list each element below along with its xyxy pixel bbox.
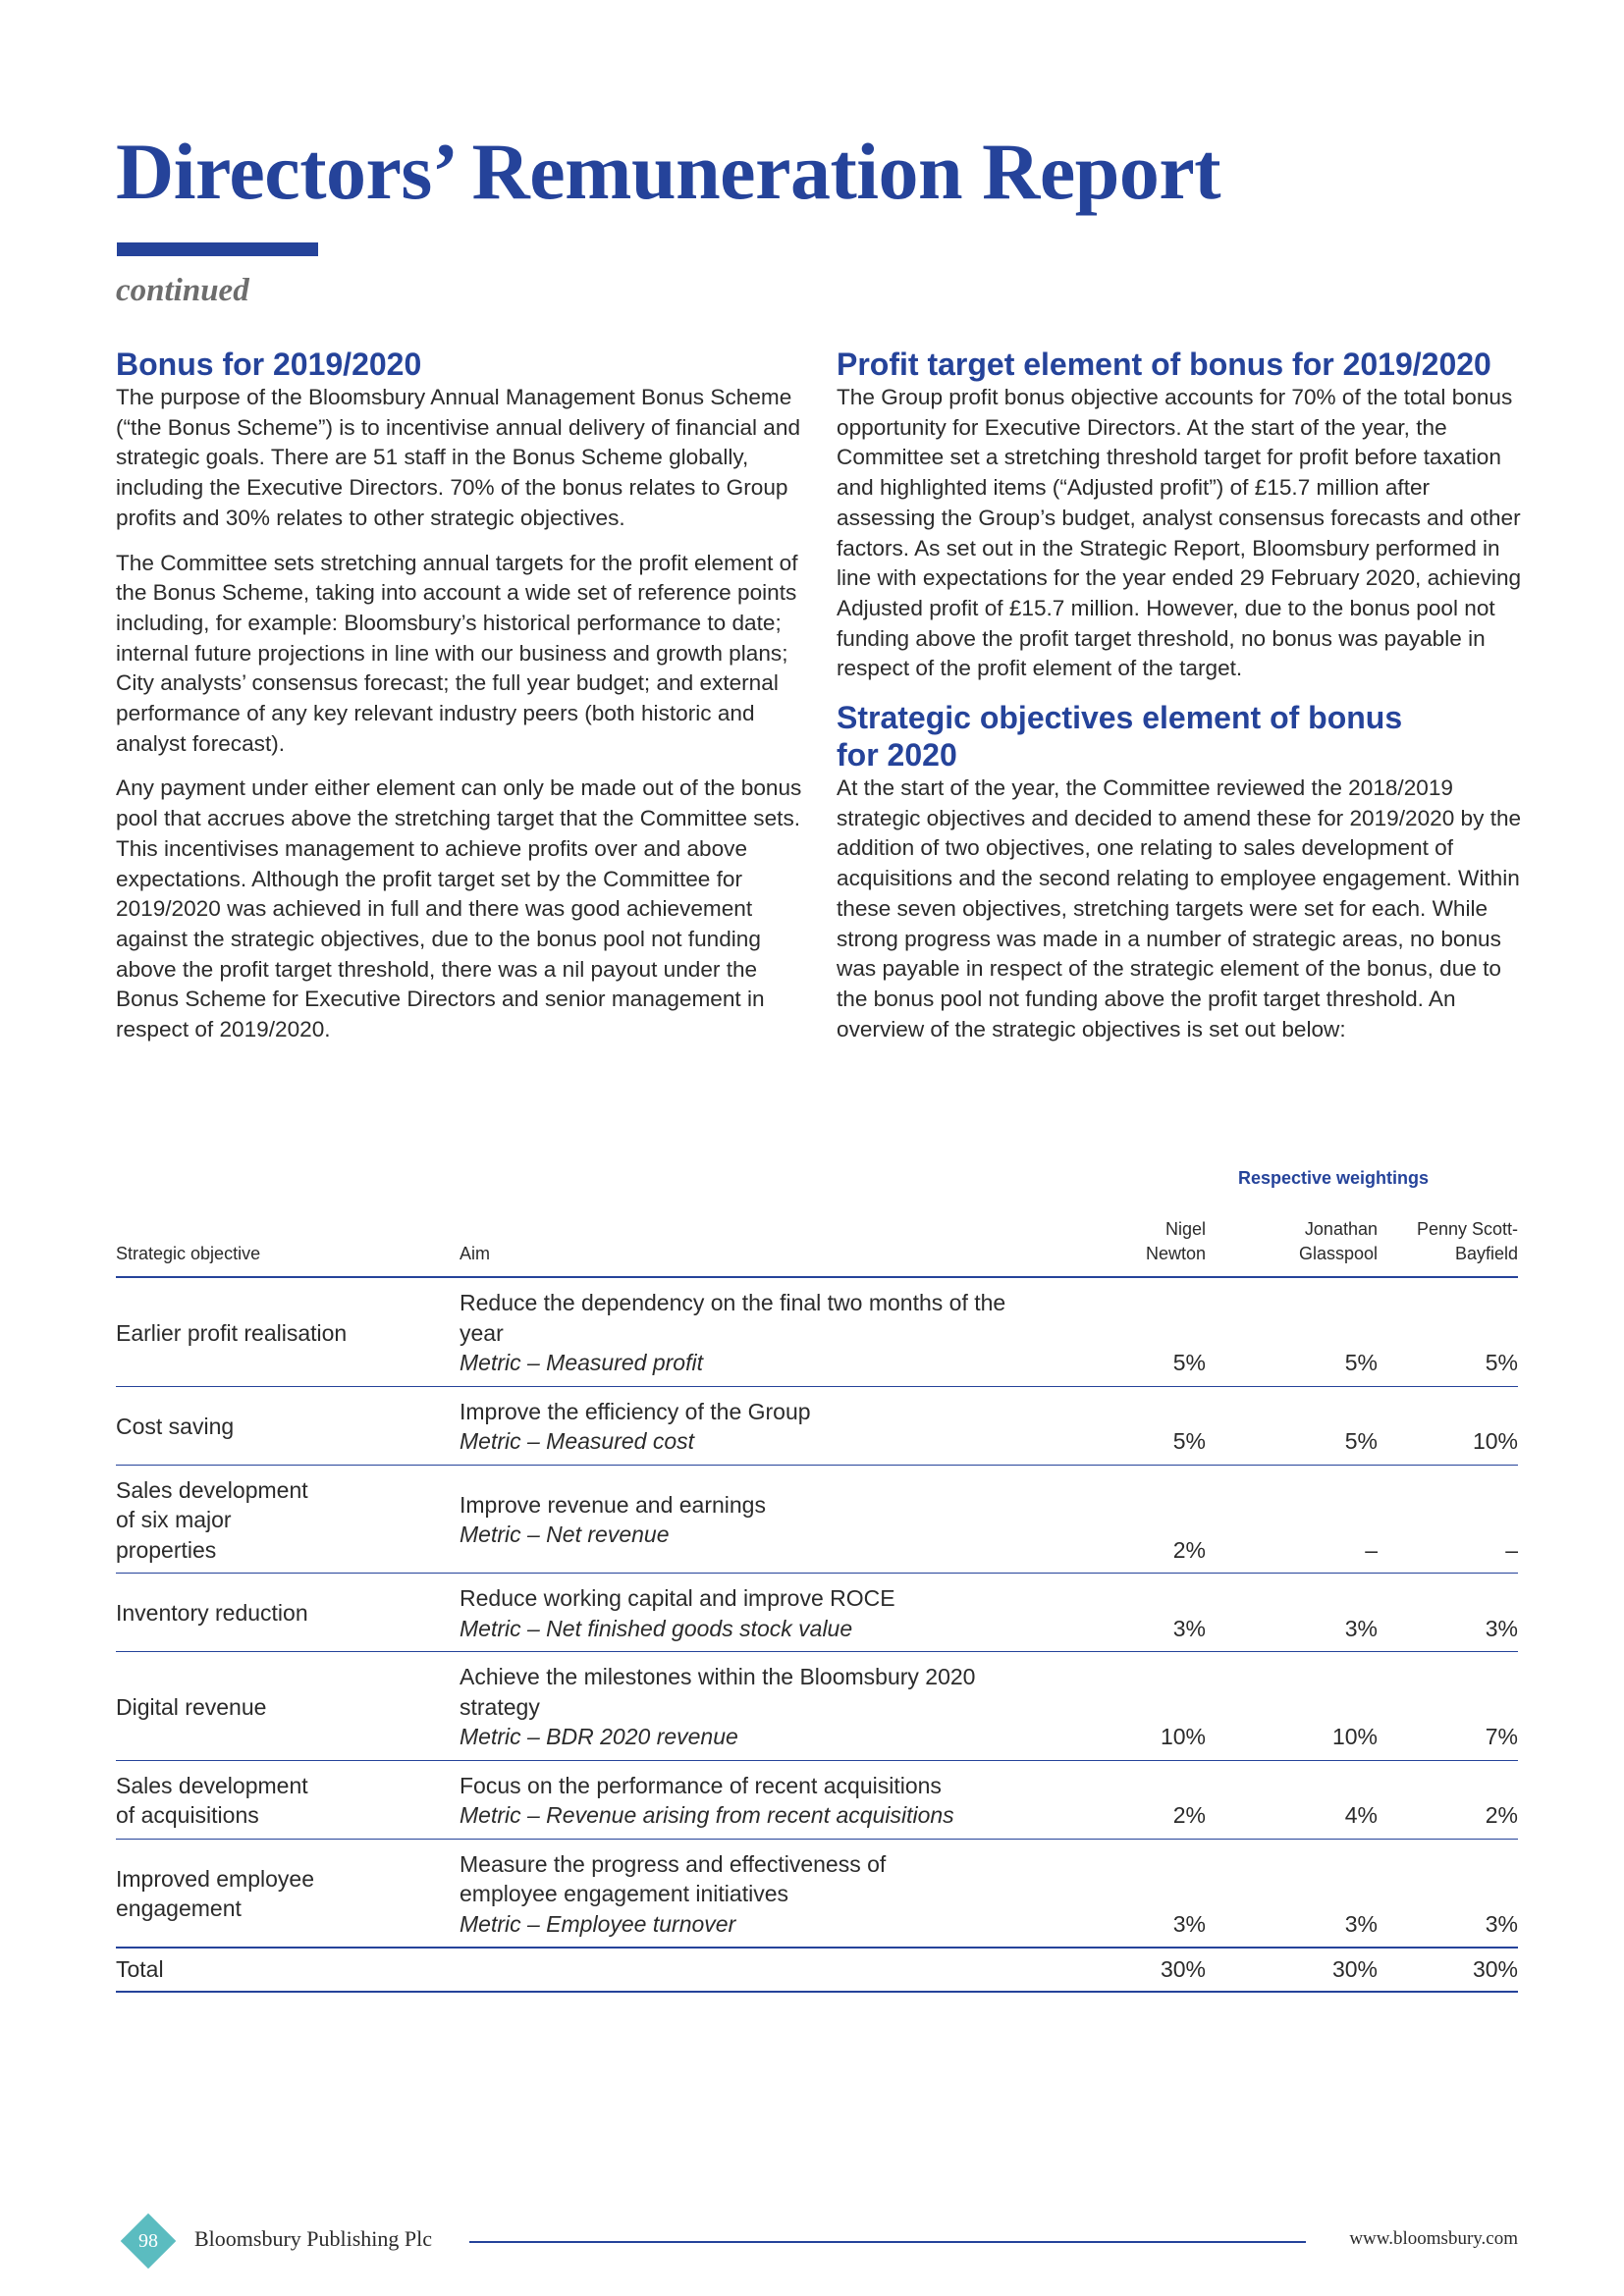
column-header: Strategic objective <box>116 1217 460 1277</box>
weight-cell: 10% <box>1206 1652 1378 1761</box>
weight-cell: 3% <box>1206 1839 1378 1948</box>
weight-cell: – <box>1206 1465 1378 1574</box>
paragraph: Any payment under either element can only be made out of the bonus pool that accrues above the stretching target that the Committee sets. This incentivises management to achieve profits over and above expectations. Although the profit target set by the Committee for 2019/2020 was achieved in full and there was good achievement against the strategic objectives, due to the bonus pool not funding above the profit target threshold, there was a nil payout under the Bonus Scheme for Executive Directors and senior management in respect of 2019/2020. <box>116 775 802 1042</box>
weight-cell: 10% <box>1068 1652 1206 1761</box>
table-row <box>116 1652 1518 1761</box>
total-cell: 30% <box>1068 1948 1206 1992</box>
aim-cell: Achieve the milestones within the Bloomsbury 2020 strategy Metric – BDR 2020 revenue <box>460 1652 1068 1761</box>
footer-company: Bloomsbury Publishing Plc <box>194 2226 433 2251</box>
objective-cell: Cost saving <box>116 1386 460 1465</box>
column-header: Jonathan Glasspool <box>1206 1217 1378 1277</box>
weight-cell: 2% <box>1068 1760 1206 1839</box>
weight-cell: 5% <box>1206 1277 1378 1386</box>
weight-cell: 2% <box>1068 1465 1206 1574</box>
bonus-heading: Bonus for 2019/2020 <box>116 347 422 382</box>
table-row <box>116 1465 1518 1574</box>
weight-cell: 5% <box>1068 1277 1206 1386</box>
profit-target-heading: Profit target element of bonus for 2019/2020 <box>837 347 1491 382</box>
strategic-objectives-heading: Strategic objectives element of bonus for 2020 <box>837 700 1403 774</box>
weight-cell: 10% <box>1378 1386 1518 1465</box>
total-row <box>116 1948 1518 1992</box>
weight-cell: 3% <box>1068 1839 1206 1948</box>
aim-cell: Measure the progress and effectiveness of employee engagement initiatives Metric – Employee turnover <box>460 1839 1068 1948</box>
weight-cell: 5% <box>1068 1386 1206 1465</box>
aim-cell: Improve the efficiency of the Group Metric – Measured cost <box>460 1386 1068 1465</box>
right-column <box>837 346 1524 1059</box>
paragraph: At the start of the year, the Committee reviewed the 2018/2019 strategic objectives and decided to amend these for 2019/2020 by the addition of two objectives, one relating to sales development of acquisitions and the second relating to employee engagement. Within these seven objectives, stretching targets were set for each. While strong progress was made in a number of strategic areas, no bonus was payable in respect of the strategic element of the bonus, due to the bonus pool not funding above the profit target threshold. An overview of the strategic objectives is set out below: <box>837 775 1522 1041</box>
page-number: 98 <box>138 2230 158 2252</box>
footer-divider <box>469 2241 1306 2243</box>
left-column <box>116 346 803 1060</box>
table-row <box>116 1839 1518 1948</box>
objective-cell: Inventory reduction <box>116 1574 460 1652</box>
objective-cell: Sales development of six major properties <box>116 1465 460 1574</box>
weight-cell: 5% <box>1206 1386 1378 1465</box>
page-subtitle: continued <box>116 273 249 308</box>
paragraph: The Group profit bonus objective accounts for 70% of the total bonus opportunity for Executive Directors. At the start of the year, the Committee set a stretching threshold target for profit before taxation and highlighted items (“Adjusted profit”) of £15.7 million after assessing the Group’s budget, analyst consensus forecasts and other factors. As set out in the Strategic Report, Bloomsbury performed in line with expectations for the year ended 29 February 2020, achieving Adjusted profit of £15.7 million. However, due to the bonus pool not funding above the profit target threshold, no bonus was payable in respect of the profit element of the target. <box>837 385 1522 681</box>
objective-cell: Improved employee engagement <box>116 1839 460 1948</box>
weight-cell: – <box>1378 1465 1518 1574</box>
aim-cell: Focus on the performance of recent acquisitions Metric – Revenue arising from recent acquisitions <box>460 1760 1068 1839</box>
total-label: Total <box>116 1948 460 1992</box>
total-cell: 30% <box>1378 1948 1518 1992</box>
weightings-table <box>116 1217 1518 1993</box>
table-row <box>116 1574 1518 1652</box>
paragraph: The purpose of the Bloomsbury Annual Management Bonus Scheme (“the Bonus Scheme”) is to incentivise annual delivery of financial and strategic goals. There are 51 staff in the Bonus Scheme globally, including the Executive Directors. 70% of the bonus relates to Group profits and 30% relates to other strategic objectives. <box>116 385 801 530</box>
weight-cell: 3% <box>1206 1574 1378 1652</box>
page-number-badge <box>120 2213 177 2269</box>
weight-cell: 7% <box>1378 1652 1518 1761</box>
table-row <box>116 1760 1518 1839</box>
weight-cell: 3% <box>1378 1839 1518 1948</box>
weight-cell: 3% <box>1378 1574 1518 1652</box>
column-header: Nigel Newton <box>1068 1217 1206 1277</box>
footer-url[interactable]: www.bloomsbury.com <box>1349 2228 1518 2249</box>
aim-cell: Reduce the dependency on the final two months of the year Metric – Measured profit <box>460 1277 1068 1386</box>
title-underline <box>117 242 318 256</box>
table-row <box>116 1277 1518 1386</box>
weight-cell: 3% <box>1068 1574 1206 1652</box>
table-header-row <box>116 1217 1518 1277</box>
objective-cell: Sales development of acquisitions <box>116 1760 460 1839</box>
weight-cell: 4% <box>1206 1760 1378 1839</box>
objective-cell: Digital revenue <box>116 1652 460 1761</box>
page-title: Directors’ Remuneration Report <box>116 127 1221 216</box>
aim-cell: Improve revenue and earnings Metric – Net revenue <box>460 1465 1068 1574</box>
objective-cell: Earlier profit realisation <box>116 1277 460 1386</box>
total-aim-empty <box>460 1948 1068 1992</box>
paragraph: The Committee sets stretching annual targets for the profit element of the Bonus Scheme, taking into account a wide set of reference points including, for example: Bloomsbury’s historical performance to date; internal future projections in line with our business and growth plans; City analysts’ consensus forecast; the full year budget; and external performance of any key relevant industry peers (both historic and analyst forecast). <box>116 550 798 756</box>
respective-weightings-header: Respective weightings <box>1237 1168 1430 1188</box>
table-row <box>116 1386 1518 1465</box>
aim-cell: Reduce working capital and improve ROCE Metric – Net finished goods stock value <box>460 1574 1068 1652</box>
column-header: Penny Scott-Bayfield <box>1378 1217 1518 1277</box>
weight-cell: 5% <box>1378 1277 1518 1386</box>
column-header: Aim <box>460 1217 1068 1277</box>
total-cell: 30% <box>1206 1948 1378 1992</box>
weight-cell: 2% <box>1378 1760 1518 1839</box>
